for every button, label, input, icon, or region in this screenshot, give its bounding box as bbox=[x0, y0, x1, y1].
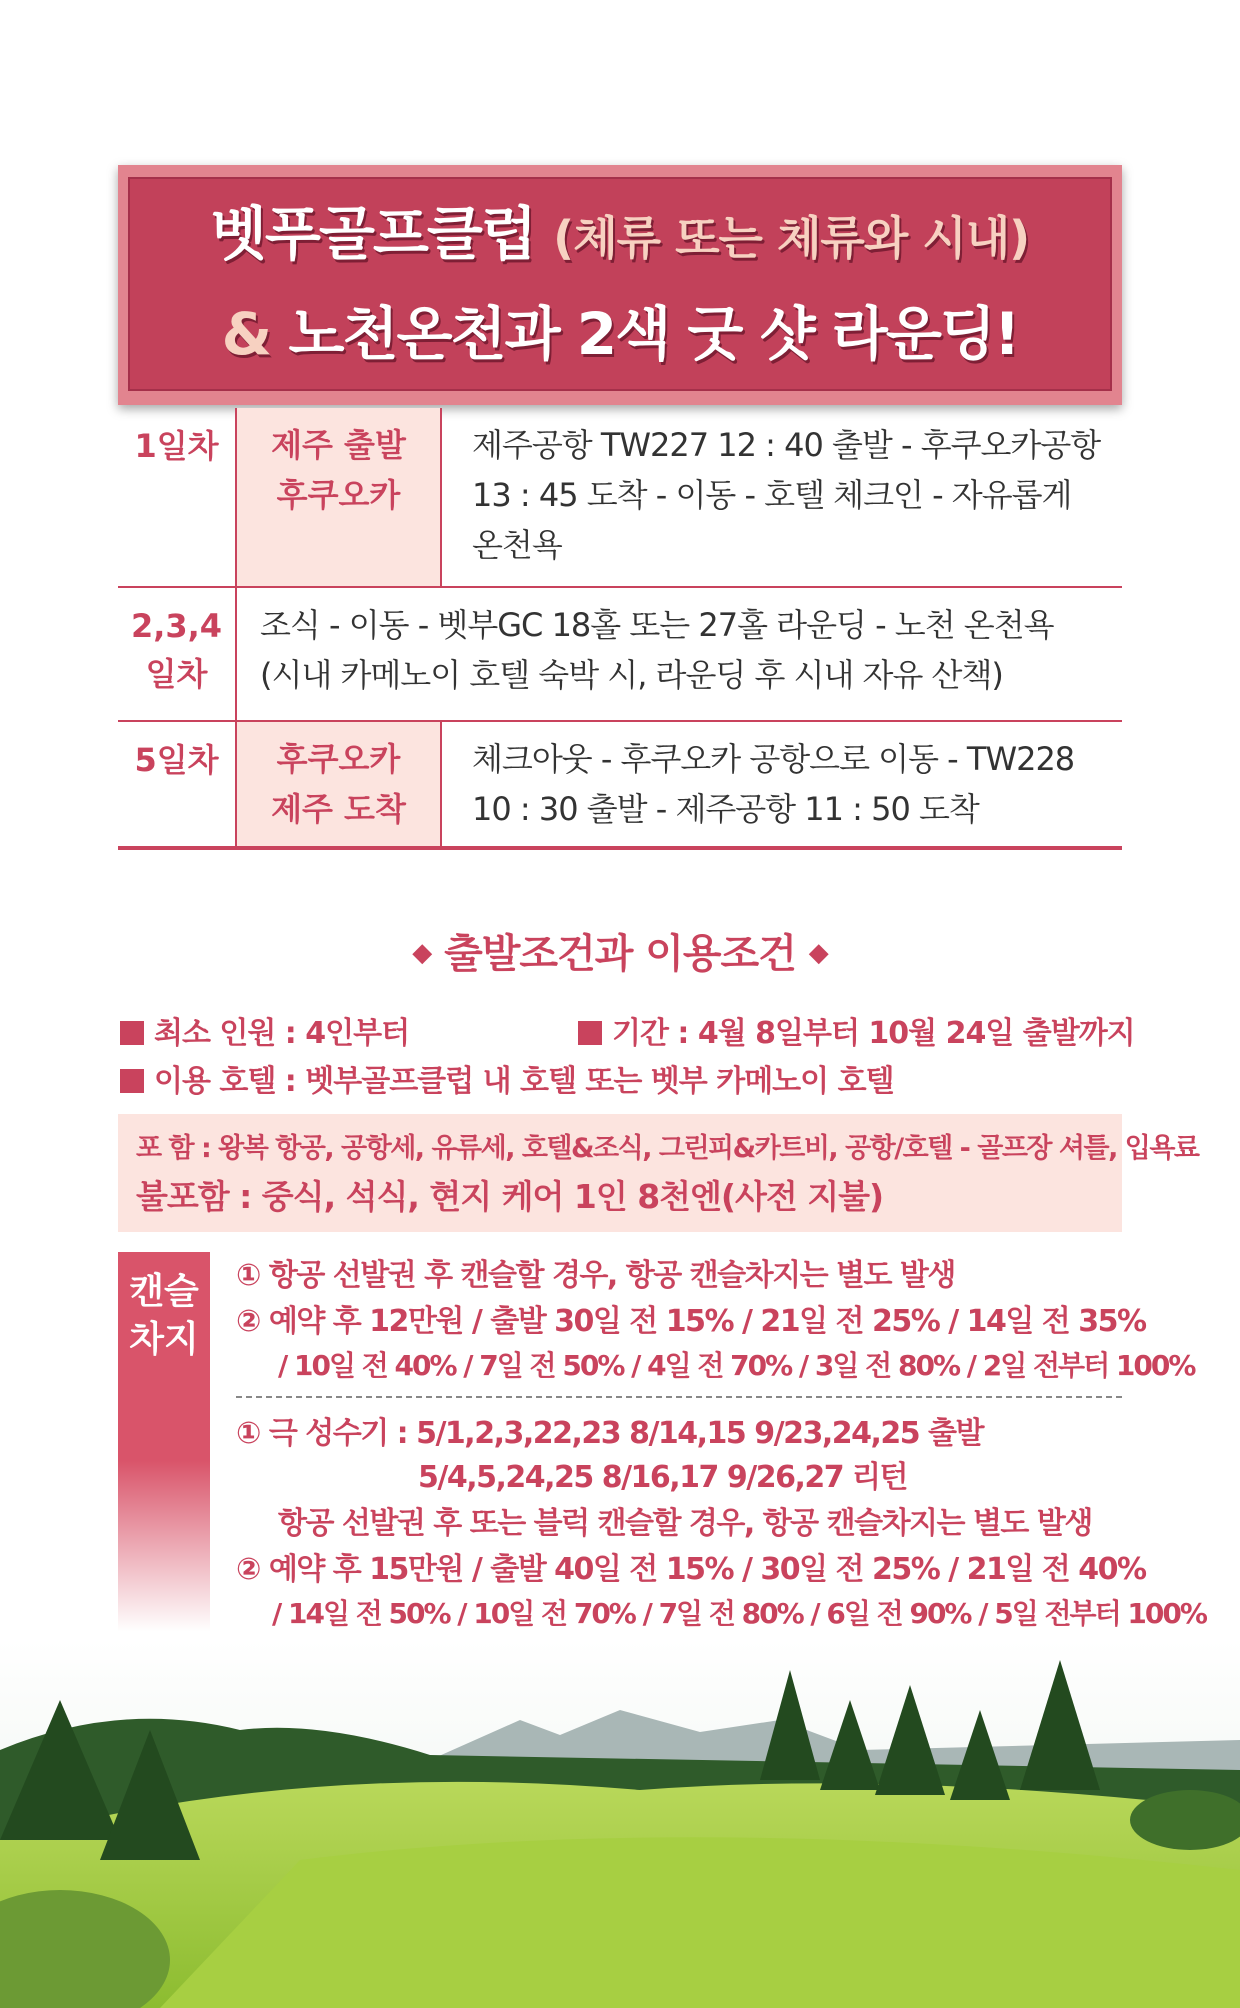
place-line: 후쿠오카 bbox=[276, 476, 401, 514]
itinerary-row-day234 bbox=[118, 588, 1122, 722]
itinerary-place bbox=[237, 408, 442, 586]
itinerary-description bbox=[260, 600, 1120, 700]
place-line: 제주 도착 bbox=[271, 790, 406, 828]
place-line: 후쿠오카 bbox=[276, 740, 401, 778]
itinerary-day: 5일차 bbox=[118, 722, 237, 846]
square-bullet-icon bbox=[120, 1021, 144, 1045]
cancel-peak-5: / 14일 전 50% / 10일 전 70% / 7일 전 80% / 6일 전 90% / 5일 전부터 100% bbox=[272, 1597, 1206, 1630]
itinerary-table bbox=[118, 408, 1122, 850]
square-bullet-icon bbox=[120, 1069, 144, 1093]
cancellation-label bbox=[118, 1252, 210, 1632]
cancel-normal-2: ② 예약 후 12만원 / 출발 30일 전 15% / 21일 전 25% / 14일 전 35% bbox=[236, 1304, 1146, 1339]
desc-line: 13 : 45 도착 - 이동 - 호텔 체크인 - 자유롭게 bbox=[472, 476, 1072, 514]
square-bullet-icon bbox=[578, 1021, 602, 1045]
inclusions-box bbox=[118, 1114, 1199, 1232]
period-text: 기간 : 4월 8일부터 10월 24일 출발까지 bbox=[612, 1016, 1135, 1051]
itinerary-description bbox=[472, 734, 1122, 834]
min-people-text: 최소 인원 : 4인부터 bbox=[154, 1016, 410, 1051]
included-text: 포 함 : 왕복 항공, 공항세, 유류세, 호텔&조식, 그린피&카트비, 공항/호텔 - 골프장 셔틀, 입욕료 bbox=[136, 1133, 1199, 1164]
conditions-title: 출발조건과 이용조건 bbox=[444, 931, 796, 977]
period-item bbox=[578, 1008, 1135, 1052]
banner-ampersand: & bbox=[221, 300, 271, 368]
itinerary-day bbox=[118, 588, 237, 720]
itinerary-row-day5 bbox=[118, 722, 1122, 850]
golf-course-illustration bbox=[0, 1640, 1240, 2008]
cancellation-label-line: 캔슬 bbox=[129, 1271, 199, 1312]
cancel-normal-3: / 10일 전 40% / 7일 전 50% / 4일 전 70% / 3일 전 80% / 2일 전부터 100% bbox=[278, 1349, 1195, 1382]
banner-title-sub: (체류 또는 체류와 시내) bbox=[553, 211, 1030, 265]
hotel-text: 이용 호텔 : 벳부골프클럽 내 호텔 또는 벳부 카메노이 호텔 bbox=[154, 1064, 894, 1099]
hotel-item bbox=[120, 1056, 894, 1100]
conditions-heading bbox=[0, 922, 1240, 979]
cancel-peak-2: 5/4,5,24,25 8/16,17 9/26,27 리턴 bbox=[418, 1460, 908, 1495]
day-line: 일차 bbox=[145, 655, 208, 693]
desc-line: 온천욕 bbox=[472, 526, 562, 564]
desc-line: (시내 카메노이 호텔 숙박 시, 라운딩 후 시내 자유 산책) bbox=[260, 656, 1003, 694]
itinerary-row-day1 bbox=[118, 408, 1122, 588]
cancel-peak-4: ② 예약 후 15만원 / 출발 40일 전 15% / 30일 전 25% / 21일 전 40% bbox=[236, 1552, 1146, 1587]
banner-line-1 bbox=[211, 186, 1029, 286]
desc-line: 10 : 30 출발 - 제주공항 11 : 50 도착 bbox=[472, 790, 979, 828]
excluded-text: 불포함 : 중식, 석식, 현지 케어 1인 8천엔(사전 지불) bbox=[136, 1177, 884, 1216]
desc-line: 체크아웃 - 후쿠오카 공항으로 이동 - TW228 bbox=[472, 740, 1075, 778]
cancellation-label-line: 차지 bbox=[129, 1319, 199, 1360]
itinerary-day: 1일차 bbox=[118, 408, 237, 586]
cancellation-divider bbox=[236, 1396, 1122, 1398]
title-banner bbox=[118, 165, 1122, 405]
itinerary-place bbox=[237, 722, 442, 846]
place-line: 제주 출발 bbox=[271, 426, 406, 464]
itinerary-description bbox=[472, 420, 1122, 570]
cancel-peak-3: 항공 선발권 후 또는 블럭 캔슬할 경우, 항공 캔슬차지는 별도 발생 bbox=[278, 1506, 1092, 1541]
diamond-icon: ◆ bbox=[412, 938, 432, 968]
banner-title-main: 벳푸골프클럽 bbox=[210, 200, 535, 268]
cancel-normal-1: ① 항공 선발권 후 캔슬할 경우, 항공 캔슬차지는 별도 발생 bbox=[236, 1258, 955, 1293]
diamond-icon: ◆ bbox=[808, 938, 828, 968]
desc-line: 조식 - 이동 - 벳부GC 18홀 또는 27홀 라운딩 - 노천 온천욕 bbox=[260, 606, 1054, 644]
title-banner-inner bbox=[128, 177, 1112, 391]
banner-line-2 bbox=[222, 286, 1019, 382]
desc-line: 제주공항 TW227 12 : 40 출발 - 후쿠오카공항 bbox=[472, 426, 1101, 464]
min-people-item bbox=[120, 1008, 409, 1052]
day-line: 2,3,4 bbox=[130, 607, 223, 645]
cancel-peak-1: ① 극 성수기 : 5/1,2,3,22,23 8/14,15 9/23,24,25 출발 bbox=[236, 1416, 984, 1451]
banner-title-second: 노천온천과 2색 굿 샷 라운딩! bbox=[288, 300, 1019, 368]
golf-course-image bbox=[0, 1640, 1240, 2008]
